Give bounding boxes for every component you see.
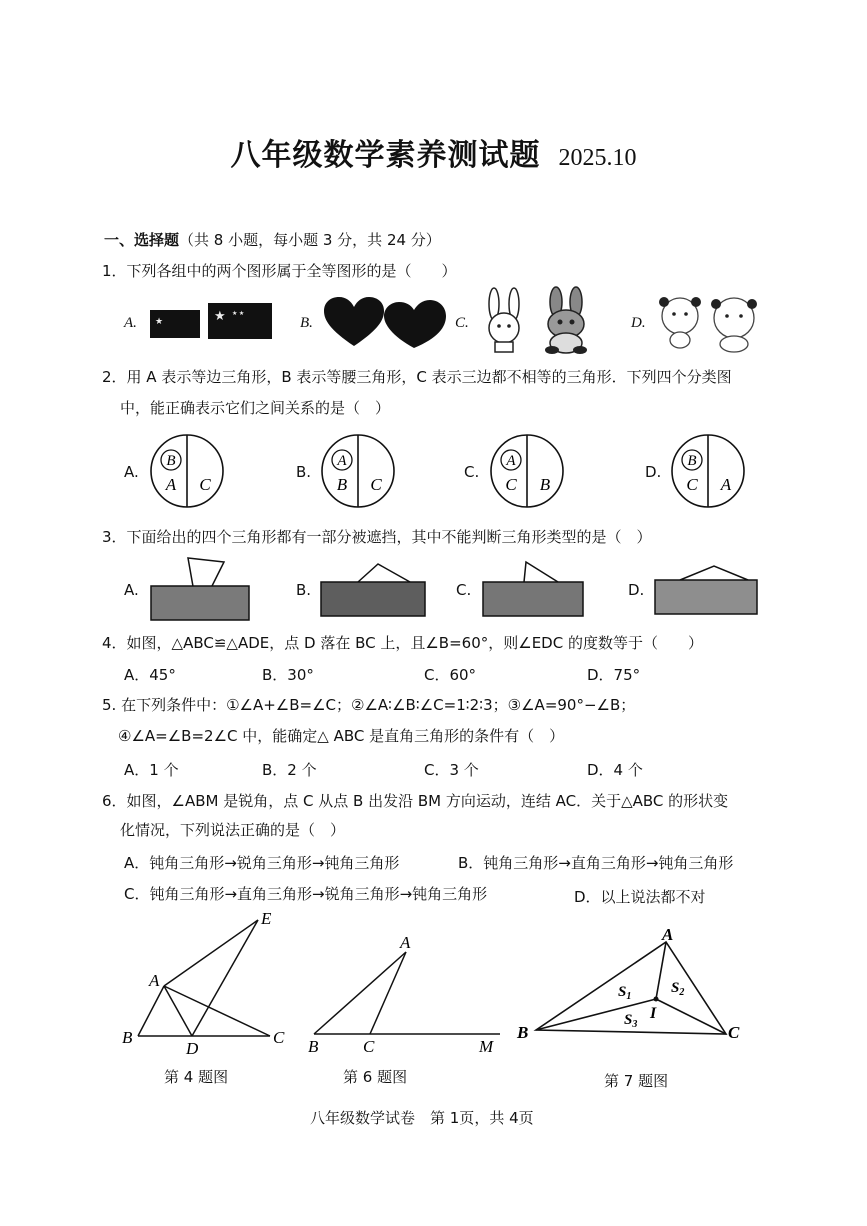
svg-text:B: B — [539, 475, 551, 494]
segment-ca — [370, 952, 406, 1034]
segment-ba — [138, 986, 164, 1036]
segment-de — [192, 920, 258, 1036]
point-c-label: C — [363, 1037, 375, 1056]
svg-text:A: A — [720, 475, 732, 494]
q5-option-c: C．3 个 — [424, 761, 479, 779]
incenter-point — [654, 997, 659, 1002]
q3-option-b-label: B. — [296, 581, 312, 599]
q3-option-a-figure — [148, 554, 254, 624]
point-a-label: A — [149, 971, 160, 990]
point-b-label: B — [308, 1037, 319, 1056]
svg-text:B: B — [336, 475, 348, 494]
triangle-tip — [524, 562, 558, 582]
segment-ad — [164, 986, 192, 1036]
rabbit-icon — [489, 313, 519, 343]
q2-option-c-label: C. — [464, 463, 480, 481]
heart-icon — [324, 297, 384, 346]
point-c-label: C — [273, 1028, 285, 1047]
svg-text:C: C — [505, 475, 517, 494]
q2-option-b-label: B. — [296, 463, 312, 481]
point-m-label: M — [479, 1037, 494, 1056]
svg-text:C: C — [370, 475, 382, 494]
q2-option-a-label: A. — [124, 463, 139, 481]
question-5-line1: 5. 在下列条件中：①∠A+∠B=∠C；②∠A∶∠B∶∠C=1∶2∶3；③∠A=90°−∠B； — [102, 696, 636, 714]
q1-option-d-label: D. — [631, 315, 646, 331]
triangle-tip — [680, 566, 748, 580]
q4-option-c: C．60° — [424, 666, 477, 684]
q2-option-d-label: D. — [645, 463, 662, 481]
q1-option-c-label: C. — [455, 315, 469, 331]
q6-option-a: A．钝角三角形→锐角三角形→钝角三角形 — [124, 854, 400, 872]
q1-option-a-label: A. — [124, 315, 137, 331]
svg-text:A: A — [165, 475, 177, 494]
q3-option-c-label: C. — [456, 581, 472, 599]
point-i-label: I — [650, 1005, 657, 1022]
q2-diagram-a — [149, 432, 229, 512]
cover-block — [151, 586, 249, 620]
svg-text:B: B — [687, 453, 697, 469]
segment-bi — [536, 999, 656, 1030]
point-b-label: B — [122, 1028, 133, 1047]
point-a-label: A — [400, 933, 411, 952]
q3-option-d-label: D. — [628, 581, 645, 599]
area-s2-label: $S_2$ — [671, 980, 685, 998]
q2-diagram-d — [670, 432, 750, 512]
svg-text:C: C — [199, 475, 211, 494]
question-4-text: 4．如图，△ABC≌△ADE，点 D 落在 BC 上，且∠B=60°，则∠EDC 的度数等于（ ） — [102, 634, 703, 652]
point-a-label: A — [662, 925, 674, 944]
triangle-tip — [358, 564, 410, 582]
q5-option-d: D．4 个 — [587, 761, 643, 779]
question-6-line2: 化情况，下列说法正确的是（ ） — [120, 821, 346, 839]
q3-option-a-label: A. — [124, 581, 139, 599]
exam-title: 八年级数学素养测试题 — [230, 138, 541, 173]
question-2-line1: 2．用 A 表示等边三角形，B 表示等腰三角形，C 表示三边都不相等的三角形．下列四个分类图 — [102, 368, 732, 386]
q5-option-b: B．2 个 — [262, 761, 317, 779]
q1-option-a-flags — [146, 302, 276, 342]
svg-text:A: A — [506, 453, 516, 469]
q1-option-b-label: B. — [300, 315, 313, 331]
question-5-line2: ④∠A=∠B=2∠C 中，能确定△ ABC 是直角三角形的条件有（ ） — [118, 727, 565, 745]
q3-option-d-figure — [652, 560, 760, 620]
cover-block — [483, 582, 583, 616]
area-s1-label: $S_1$ — [618, 984, 632, 1002]
figure-7 — [514, 920, 746, 1060]
area-s3-label: $S_3$ — [624, 1012, 638, 1030]
segment-ai — [656, 942, 666, 999]
figure-6-caption: 第 6 题图 — [343, 1068, 408, 1086]
point-b-label: B — [517, 1023, 529, 1042]
point-c-label: C — [728, 1023, 740, 1042]
q6-option-d: D．以上说法都不对 — [574, 888, 706, 906]
cover-block — [321, 582, 425, 616]
q1-option-c-rabbits — [478, 286, 608, 356]
q5-option-a: A．1 个 — [124, 761, 179, 779]
q3-option-b-figure — [318, 558, 428, 622]
svg-text:C: C — [686, 475, 698, 494]
q4-option-a: A．45° — [124, 666, 176, 684]
section-note: （共 8 小题，每小题 3 分，共 24 分） — [179, 231, 441, 249]
segment-ae — [164, 920, 258, 986]
question-6-line1: 6．如图，∠ABM 是锐角，点 C 从点 B 出发沿 BM 方向运动，连结 AC．关于△ABC 的形状变 — [102, 792, 729, 810]
figure-6 — [302, 930, 506, 1056]
page-footer: 八年级数学试卷 第 1页，共 4页 — [310, 1109, 534, 1127]
q2-diagram-b — [320, 432, 400, 512]
question-1-text: 1．下列各组中的两个图形属于全等图形的是（ ） — [102, 262, 457, 280]
q4-option-b: B．30° — [262, 666, 314, 684]
q2-diagram-c — [489, 432, 569, 512]
flag-star-icon: ★ — [155, 316, 164, 326]
page-title — [0, 130, 867, 174]
section-heading — [104, 230, 441, 250]
exam-date: 2025.10 — [558, 145, 637, 171]
svg-text:B: B — [166, 453, 176, 469]
figure-4-caption: 第 4 题图 — [164, 1068, 229, 1086]
point-d-label: D — [186, 1039, 199, 1056]
q1-option-b-hearts — [322, 296, 452, 352]
point-e-label: E — [261, 909, 272, 928]
question-2-line2: 中，能正确表示它们之间关系的是（ ） — [120, 399, 391, 417]
cover-block — [655, 580, 757, 614]
q4-option-d: D．75° — [587, 666, 641, 684]
figure-4 — [118, 906, 296, 1056]
heart-icon-rotated — [384, 300, 446, 348]
flag-star-icon-large: ★ — [214, 308, 226, 323]
q6-option-c: C．钝角三角形→直角三角形→锐角三角形→钝角三角形 — [124, 885, 488, 903]
segment-ba — [314, 952, 406, 1034]
figure-7-caption: 第 7 题图 — [604, 1072, 669, 1090]
section-title: 一、选择题 — [104, 231, 180, 249]
q6-option-b: B．钝角三角形→直角三角形→钝角三角形 — [458, 854, 734, 872]
question-3-text: 3．下面给出的四个三角形都有一部分被遮挡，其中不能判断三角形类型的是（ ） — [102, 528, 652, 546]
svg-text:★ ★: ★ ★ — [232, 311, 245, 317]
q1-option-d-bears — [656, 290, 766, 354]
q3-option-c-figure — [480, 558, 586, 622]
svg-text:A: A — [337, 453, 347, 469]
